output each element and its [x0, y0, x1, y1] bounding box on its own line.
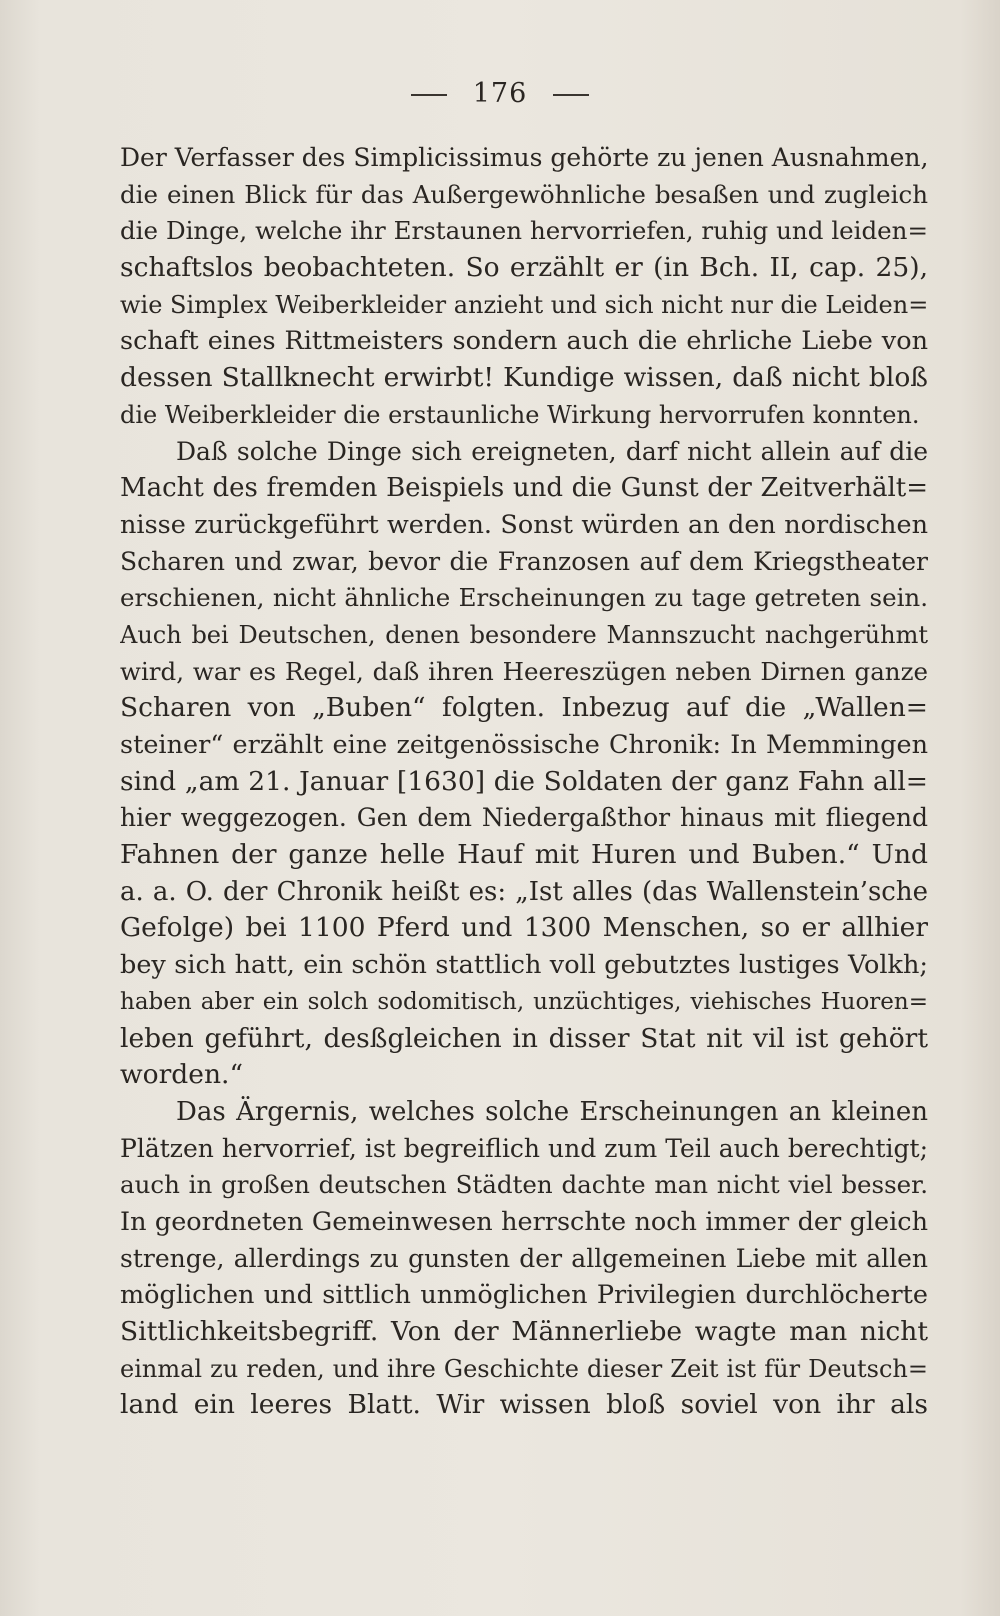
text-line: Fahnen der ganze helle Hauf mit Huren und Buben.“ Und: [120, 839, 928, 871]
text-line: möglichen und sittlich unmöglichen Privilegien durchlöcherte: [120, 1280, 928, 1311]
text-line: die Dinge, welche ihr Erstaunen hervorriefen, ruhig und leiden=: [120, 216, 928, 246]
text-line: Macht des fremden Beispiels und die Gunst der Zeitverhält=: [120, 473, 928, 504]
text-line: worden.“: [120, 1059, 243, 1091]
text-line: steiner“ erzählt eine zeitgenössische Chronik: In Memmingen: [120, 730, 928, 760]
page-header: [0, 78, 1000, 109]
text-line: land ein leeres Blatt. Wir wissen bloß soviel von ihr als: [120, 1389, 928, 1421]
text-line: a. a. O. der Chronik heißt es: „Ist alles (das Wallenstein’sche: [120, 876, 928, 907]
text-line: Scharen und zwar, bevor die Franzosen auf dem Kriegstheater: [120, 546, 928, 576]
text-line: Das Ärgernis, welches solche Erscheinungen an kleinen: [176, 1096, 928, 1127]
text-line: hier weggezogen. Gen dem Niedergaßthor hinaus mit fliegend: [120, 803, 928, 833]
text-line: Scharen von „Buben“ folgten. Inbezug auf die „Wallen=: [120, 692, 928, 724]
text-line: nisse zurückgeführt werden. Sonst würden an den nordischen: [120, 509, 928, 540]
page-number: 176: [472, 78, 528, 109]
text-line: Auch bei Deutschen, denen besondere Mannszucht nachgerühmt: [120, 620, 928, 649]
text-line: leben geführt, desßgleichen in disser Stat nit vil ist gehört: [120, 1022, 928, 1054]
text-line: die einen Blick für das Außergewöhnliche besaßen und zugleich: [120, 179, 928, 209]
text-line: Gefolge) bei 1100 Pferd und 1300 Menschen, so er allhier: [120, 912, 928, 944]
text-line: wie Simplex Weiberkleider anzieht und sich nicht nur die Leiden=: [120, 290, 928, 319]
text-line: In geordneten Gemeinwesen herrschte noch immer der gleich: [120, 1206, 928, 1237]
header-dash-left: [411, 94, 447, 96]
text-line: wird, war es Regel, daß ihren Heereszügen neben Dirnen ganze: [120, 656, 928, 686]
text-line: bey sich hatt, ein schön stattlich voll gebutztes lustiges Volkh;: [120, 950, 928, 981]
text-line: Der Verfasser des Simplicissimus gehörte zu jenen Ausnahmen,: [120, 143, 928, 172]
text-line: dessen Stallknecht erwirbt! Kundige wissen, daß nicht bloß: [120, 362, 928, 394]
text-line: haben aber ein solch sodomitisch, unzüchtiges, viehisches Huoren=: [120, 988, 928, 1015]
text-line: auch in großen deutschen Städten dachte man nicht viel besser.: [120, 1170, 928, 1200]
text-line: Daß solche Dinge sich ereigneten, darf nicht allein auf die: [176, 436, 928, 466]
text-line: Plätzen hervorrief, ist begreiflich und zum Teil auch berechtigt;: [120, 1133, 928, 1163]
text-line: erschienen, nicht ähnliche Erscheinungen zu tage getreten sein.: [120, 583, 928, 613]
text-line: schaft eines Rittmeisters sondern auch die ehrliche Liebe von: [120, 326, 928, 357]
text-line: schaftslos beobachteten. So erzählt er (in Bch. II, cap. 25),: [120, 252, 928, 284]
body-text: [120, 140, 928, 1424]
text-line: Sittlichkeitsbegriff. Von der Männerliebe wagte man nicht: [120, 1316, 928, 1347]
text-line: einmal zu reden, und ihre Geschichte dieser Zeit ist für Deutsch=: [120, 1354, 928, 1383]
text-line: die Weiberkleider die erstaunliche Wirkung hervorrufen konnten.: [120, 400, 920, 429]
header-dash-right: [553, 94, 589, 96]
text-line: strenge, allerdings zu gunsten der allgemeinen Liebe mit allen: [120, 1243, 928, 1273]
text-line: sind „am 21. Januar [1630] die Soldaten der ganz Fahn all=: [120, 765, 928, 797]
